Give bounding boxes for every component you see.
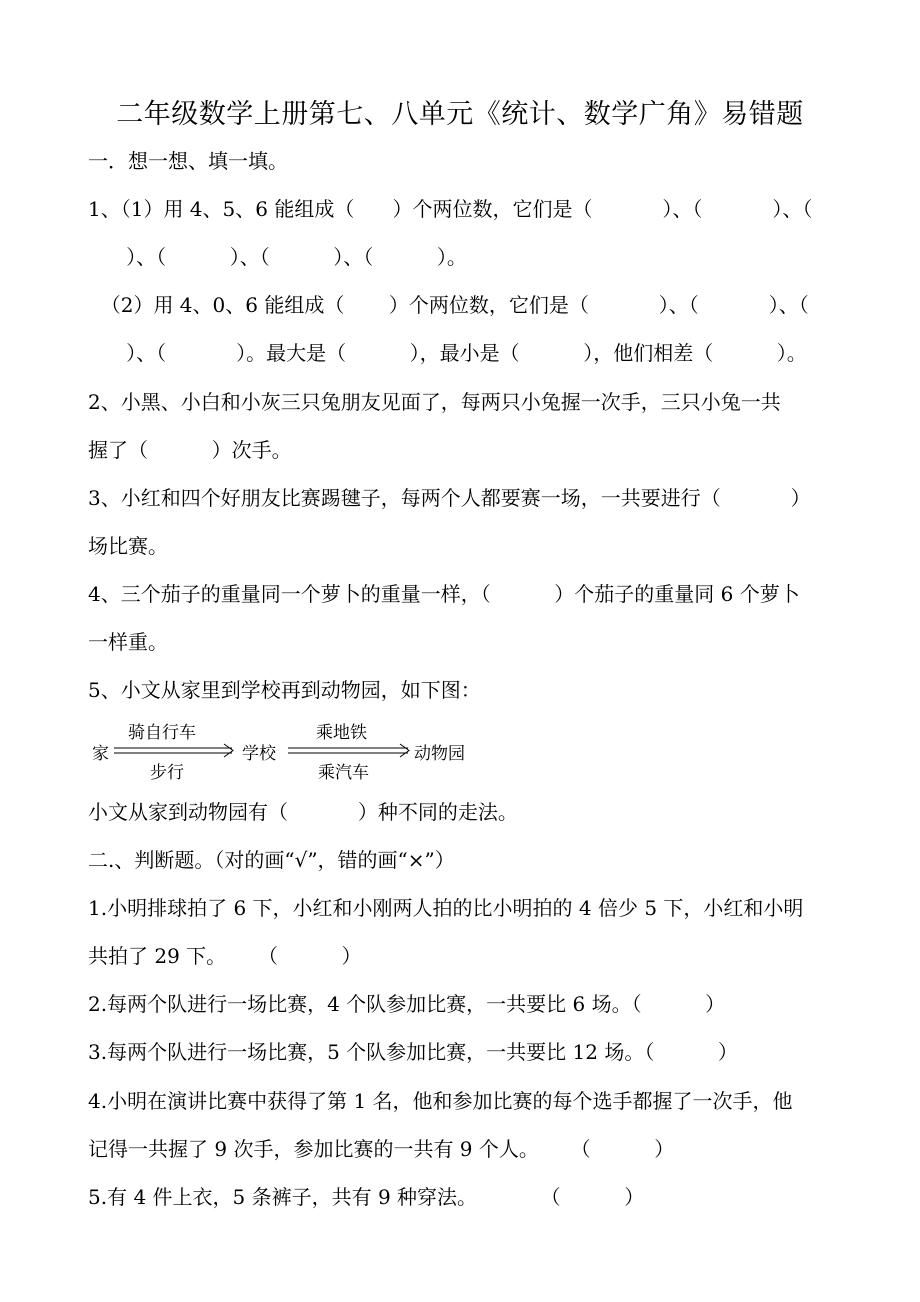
arrow-head-1 — [224, 744, 233, 757]
q1-line3: （2）用 4、0、6 能组成（ ）个两位数，它们是（ ）、（ ）、（ — [88, 293, 809, 317]
arrow-head-2 — [400, 744, 409, 757]
judge-q1-line2: 共拍了 29 下。 （ ） — [88, 944, 362, 968]
judge-q5: 5.有 4 件上衣，5 条裤子，共有 9 种穿法。 （ ） — [88, 1185, 645, 1209]
diagram-subway-label: 乘地铁 — [316, 723, 367, 743]
q5-line1: 5、小文从家里到学校再到动物园，如下图： — [88, 678, 481, 702]
diagram-zoo-label: 动物园 — [414, 744, 465, 764]
q3-line1: 3、小红和四个好朋友比赛踢毽子，每两个人都要赛一场，一共要进行（ ） — [88, 486, 811, 510]
diagram-walk-label: 步行 — [150, 763, 184, 783]
diagram-school-label: 学校 — [242, 744, 276, 764]
judge-q4-line1: 4.小明在演讲比赛中获得了第 1 名，他和参加比赛的每个选手都握了一次手，他 — [88, 1089, 793, 1113]
q4-line2: 一样重。 — [88, 630, 168, 654]
judge-q1-line1: 1.小明排球拍了 6 下，小红和小刚两人拍的比小明拍的 4 倍少 5 下，小红和小明 — [88, 896, 804, 920]
diagram-bus-label: 乘汽车 — [318, 763, 369, 783]
q3-line2: 场比赛。 — [88, 534, 168, 558]
route-diagram — [92, 718, 492, 786]
q5-line2: 小文从家到动物园有（ ）种不同的走法。 — [88, 800, 518, 824]
diagram-bike-label: 骑自行车 — [128, 723, 196, 743]
q1-line1: 1、（1）用 4、5、6 能组成（ ）个两位数，它们是（ ）、（ ）、（ — [88, 197, 813, 221]
section1-heading: 一．想一想、填一填。 — [88, 149, 288, 173]
q4-line1: 4、三个茄子的重量同一个萝卜的重量一样，（ ）个茄子的重量同 6 个萝卜 — [88, 582, 800, 606]
section2-heading: 二.、判断题。（对的画“√”，错的画“×”） — [88, 848, 455, 872]
q2-line2: 握了（ ）次手。 — [88, 438, 292, 462]
q1-line4: ）、（ ）。最大是（ ），最小是（ ），他们相差（ ）。 — [88, 341, 807, 365]
judge-q2: 2.每两个队进行一场比赛，4 个队参加比赛，一共要比 6 场。（ ） — [88, 992, 726, 1016]
judge-q3: 3.每两个队进行一场比赛，5 个队参加比赛，一共要比 12 场。（ ） — [88, 1040, 738, 1064]
q2-line1: 2、小黑、小白和小灰三只兔朋友见面了，每两只小兔握一次手，三只小兔一共 — [88, 390, 781, 414]
judge-q4-line2: 记得一共握了 9 次手，参加比赛的一共有 9 个人。 （ ） — [88, 1137, 675, 1161]
diagram-home-label: 家 — [92, 744, 109, 764]
q1-line2: ）、（ ）、（ ）、（ ）。 — [88, 245, 467, 269]
page-title: 二年级数学上册第七、八单元《统计、数学广角》易错题 — [116, 99, 804, 130]
